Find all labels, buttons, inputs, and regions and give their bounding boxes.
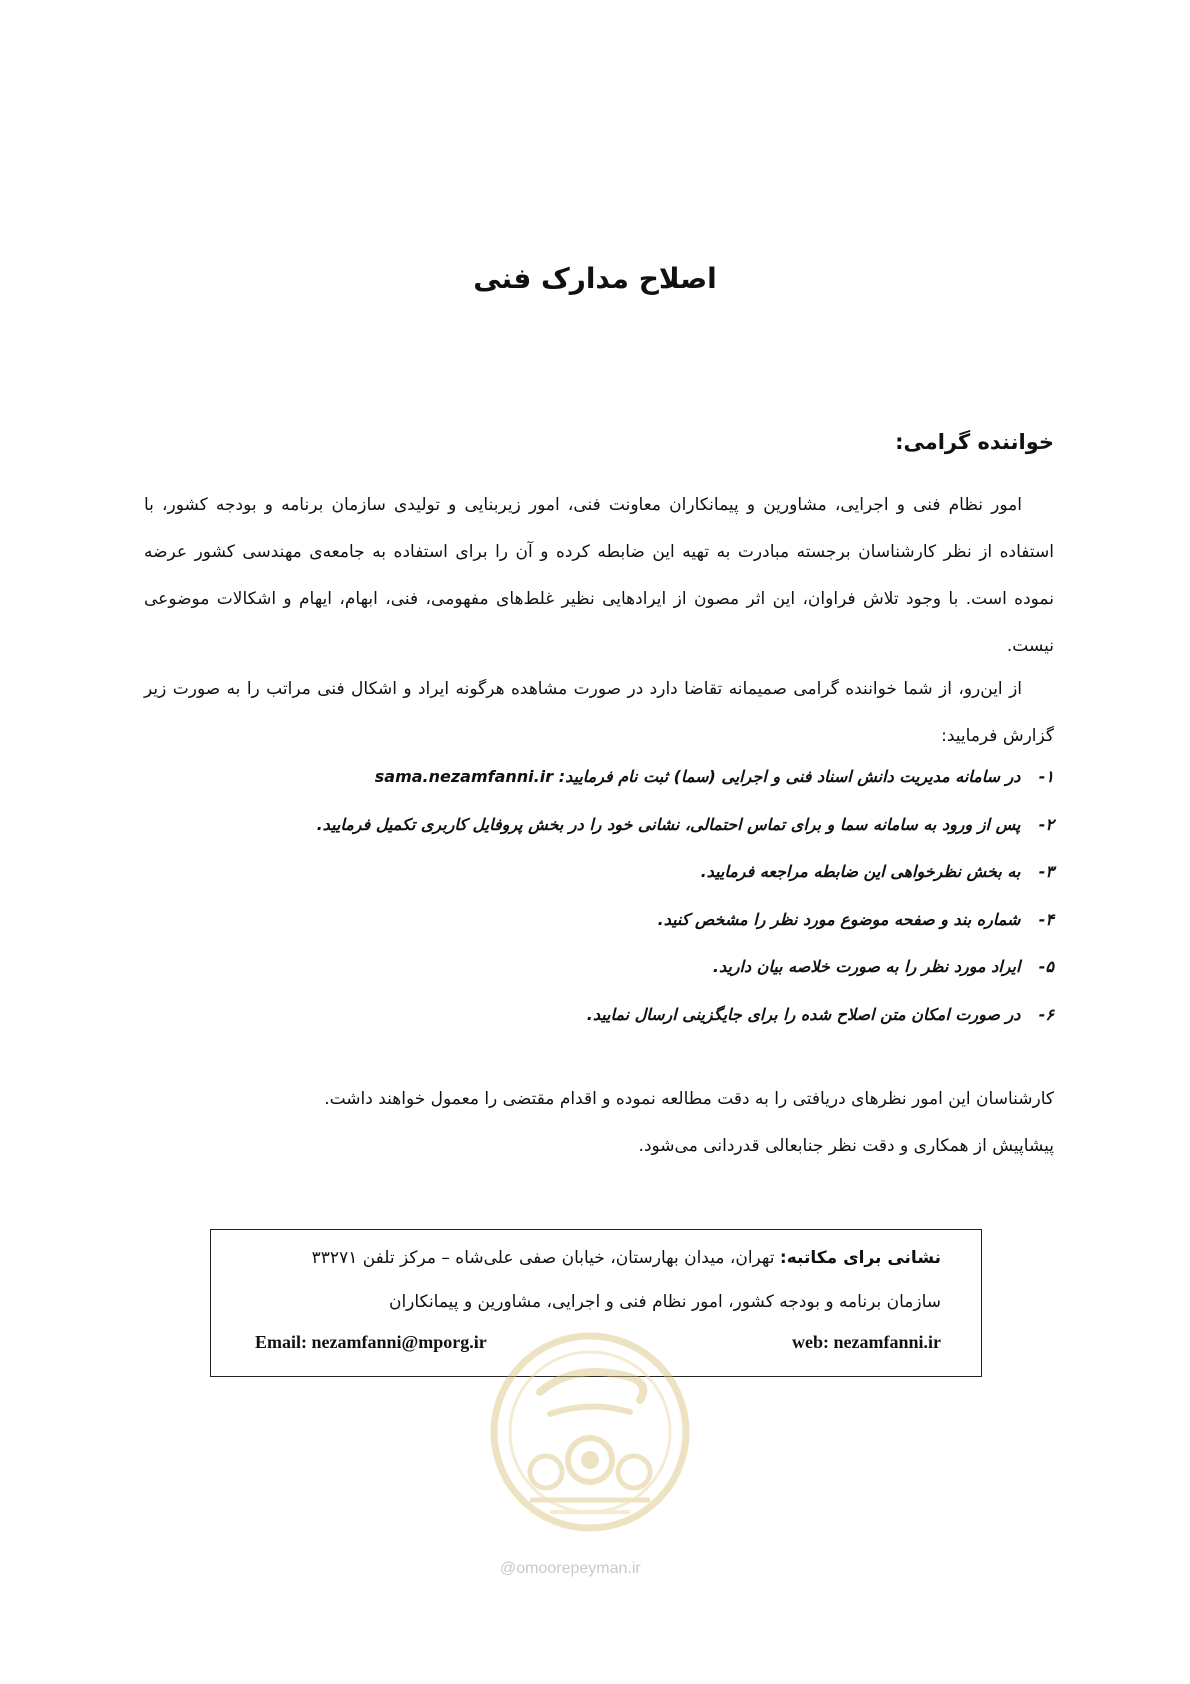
closing-line: کارشناسان این امور نظرهای دریافتی را به دقت مطالعه نموده و اقدام مقتضی را معمول خواهند داشت. bbox=[324, 1089, 1054, 1109]
instruction-step bbox=[154, 763, 1054, 811]
omoor-peyman-watermark-logo bbox=[480, 1322, 700, 1542]
step-text: پس از ورود به سامانه سما و برای تماس احتمالی، نشانی خود را در بخش پروفایل کاربری تکمیل فرمایید. bbox=[316, 814, 1021, 834]
instruction-step bbox=[154, 1001, 1054, 1049]
step-number: ۲- bbox=[1038, 814, 1054, 834]
instruction-step bbox=[154, 953, 1054, 1001]
contact-label: نشانی برای مکاتبه: bbox=[779, 1248, 941, 1268]
step-text: ایراد مورد نظر را به صورت خلاصه بیان دارید. bbox=[712, 957, 1021, 976]
step-text: به بخش نظرخواهی این ضابطه مراجعه فرمایید. bbox=[700, 862, 1021, 881]
closing-text bbox=[174, 1076, 1054, 1170]
step-number: ۶- bbox=[1038, 1004, 1054, 1024]
request-paragraph: از این‌رو، از شما خواننده گرامی صمیمانه تقاضا دارد در صورت مشاهده هرگونه ایراد و اشکال فنی مراتب را به صورت زیر گزارش فرمایید: bbox=[144, 679, 1054, 746]
salutation-heading: خواننده گرامی: bbox=[895, 430, 1054, 454]
web-link[interactable]: web: nezamfanni.ir bbox=[792, 1332, 941, 1352]
instruction-steps-list bbox=[154, 763, 1054, 1048]
page-title: اصلاح مدارک فنی bbox=[473, 262, 717, 295]
instruction-step bbox=[154, 858, 1054, 906]
step-text: در سامانه مدیریت دانش اسناد فنی و اجرایی (سما) ثبت نام فرمایید: bbox=[558, 767, 1021, 786]
closing-thanks: پیشاپیش از همکاری و دقت نظر جنابعالی قدردانی می‌شود. bbox=[638, 1136, 1054, 1156]
instruction-step bbox=[154, 811, 1054, 859]
step-number: ۵- bbox=[1038, 957, 1054, 976]
step-text: در صورت امکان متن اصلاح شده را برای جایگزینی ارسال نمایید. bbox=[586, 1004, 1021, 1024]
sama-link[interactable]: sama.nezamfanni.ir bbox=[374, 767, 554, 786]
instruction-step bbox=[154, 906, 1054, 954]
step-number: ۴- bbox=[1038, 909, 1054, 929]
email-link[interactable]: Email: nezamfanni@mporg.ir bbox=[255, 1332, 487, 1352]
step-text: شماره بند و صفحه موضوع مورد نظر را مشخص کنید. bbox=[657, 909, 1021, 929]
contact-org: سازمان برنامه و بودجه کشور، امور نظام فنی و اجرایی، مشاورین و پیمانکاران bbox=[388, 1292, 941, 1312]
step-number: ۱- bbox=[1038, 767, 1054, 786]
contact-address-line bbox=[312, 1248, 941, 1268]
watermark-url: @omoorepeyman.ir bbox=[500, 1560, 641, 1577]
intro-paragraph: امور نظام فنی و اجرایی، مشاورین و پیمانکاران معاونت فنی، امور زیربنایی و تولیدی سازمان برنامه و بودجه کشور، با استفاده از نظر کارشناسان برجسته مبادرت به تهیه این ضابطه کرده و آن را برای استفاده به جامعه‌ی مهندسی کشور عرضه نموده است. با وجود تلاش فراوان، این اثر مصون از ایرادهایی نظیر غلط‌های مفهومی، فنی، ابهام، ایهام و اشکالات موضوعی نیست. bbox=[144, 495, 1054, 656]
step-number: ۳- bbox=[1038, 862, 1054, 881]
contact-address: تهران، میدان بهارستان، خیابان صفی علی‌شاه – مرکز تلفن ۳۳۲۷۱ bbox=[311, 1248, 775, 1268]
